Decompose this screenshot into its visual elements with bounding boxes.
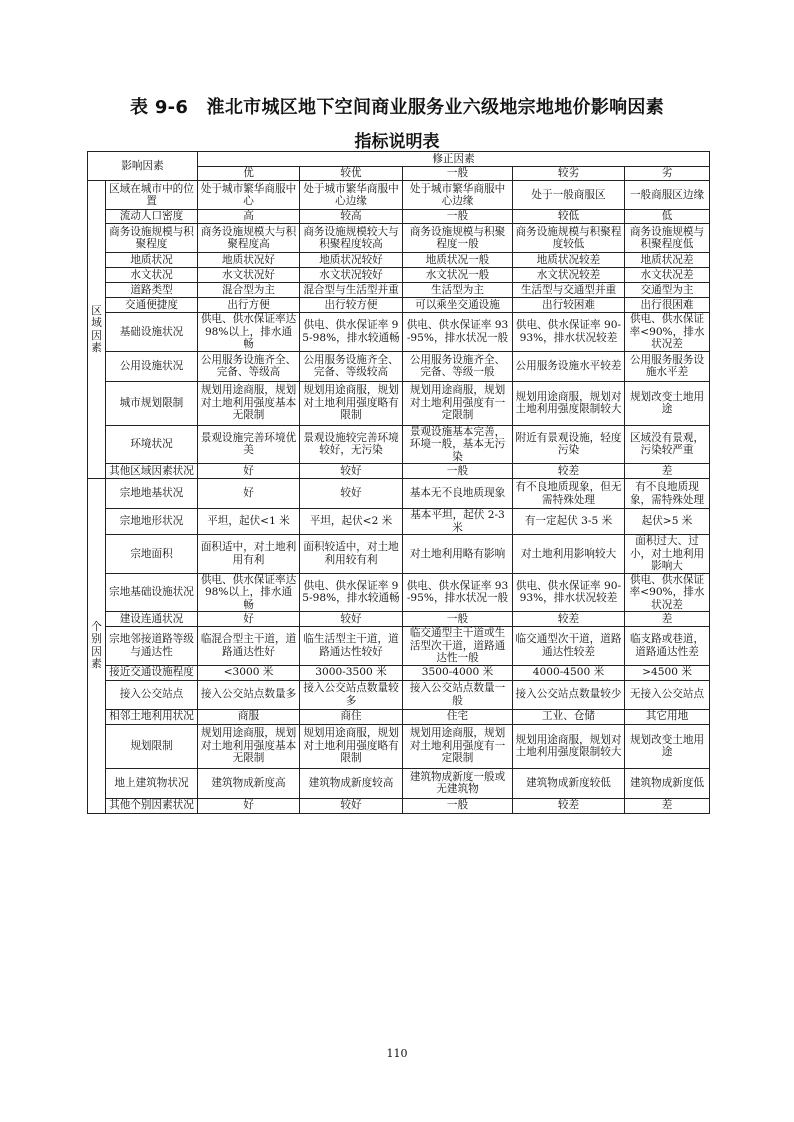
level-cell: 商住	[300, 709, 403, 724]
factor-name: 区域在城市中的位置	[106, 181, 198, 210]
table-title: 表 9-6 淮北市城区地下空间商业服务业六级地宗地地价影响因素	[129, 97, 665, 118]
level-cell: 有不良地质现象，需特殊处理	[625, 479, 710, 509]
level-cell: 建筑物成新度高	[198, 768, 300, 798]
level-cell: 供电、供水保证率 95-98%，排水较通畅	[300, 573, 403, 612]
level-cell: 规划改变土地用途	[625, 724, 710, 768]
level-cell: 规划用途商服，规划对土地利用强度有一定限制	[403, 724, 513, 768]
header-factor: 影响因素	[88, 152, 198, 181]
level-cell: 出行较方便	[300, 298, 403, 313]
level-cell: 公用服务设施齐全、完备、等级一般	[403, 351, 513, 381]
level-cell: 供电、供水保证率 90-93%，排水状况较差	[513, 313, 625, 352]
level-cell: 供电、供水保证率<90%，排水状况差	[625, 573, 710, 612]
level-cell: 临混合型主干道，道路通达性好	[198, 627, 300, 666]
table-row	[88, 768, 710, 798]
level-cell: 地质状况较差	[513, 253, 625, 268]
level-cell: 差	[625, 464, 710, 479]
level-cell: 无接入公交站点	[625, 680, 710, 709]
level-cell: 处于城市繁华商服中心边缘	[300, 181, 403, 210]
level-cell: 面积过大、过小，对土地利用影响大	[625, 535, 710, 574]
factor-name: 宗地地基状况	[106, 479, 198, 509]
table-row	[88, 464, 710, 479]
table-row	[88, 709, 710, 724]
level-cell: 一般商服区边缘	[625, 181, 710, 210]
table-row	[88, 313, 710, 352]
level-cell: 商务设施规模较大与积聚程度较高	[300, 224, 403, 253]
level-cell: 规划用途商服，规划对土地利用强度基本无限制	[198, 724, 300, 768]
level-cell: 景观设施完善环境优美	[198, 425, 300, 464]
level-cell: 交通型为主	[625, 283, 710, 298]
level-cell: 接入公交站点数量较少	[513, 680, 625, 709]
factor-name: 宗地基础设施状况	[106, 573, 198, 612]
table-row	[88, 798, 710, 813]
level-cell: 差	[625, 612, 710, 627]
level-cell: 建筑物成新度较低	[513, 768, 625, 798]
factor-name: 地质状况	[106, 253, 198, 268]
level-cell: 混合型与生活型并重	[300, 283, 403, 298]
level-cell: 好	[198, 479, 300, 509]
level-cell: 临支路或巷道，道路通达性差	[625, 627, 710, 666]
level-cell: 接入公交站点数量多	[198, 680, 300, 709]
level-cell: 对土地利用略有影响	[403, 535, 513, 574]
level-cell: 平坦，起伏<2 米	[300, 509, 403, 535]
table-row	[88, 381, 710, 425]
level-cell: 一般	[403, 210, 513, 224]
level-cell: 商务设施规模与积聚程度低	[625, 224, 710, 253]
factor-name: 基础设施状况	[106, 313, 198, 352]
level-cell: 好	[198, 464, 300, 479]
level-cell: 供电、供水保证率达98%以上，排水通畅	[198, 313, 300, 352]
table-row	[88, 351, 710, 381]
table-row	[88, 724, 710, 768]
level-cell: 面积适中，对土地利用有利	[198, 535, 300, 574]
level-cell: 水文状况差	[625, 268, 710, 283]
header-correction: 修正因素	[198, 152, 710, 167]
level-cell: 较低	[513, 210, 625, 224]
level-cell: 水文状况较差	[513, 268, 625, 283]
level-cell: 公用服务设施齐全、完备、等级较高	[300, 351, 403, 381]
level-cell: 规划用途商服，规划对土地利用强度有一定限制	[403, 381, 513, 425]
level-cell: 地质状况好	[198, 253, 300, 268]
level-cell: 规划改变土地用途	[625, 381, 710, 425]
level-cell: 低	[625, 210, 710, 224]
level-cell: 地质状况较好	[300, 253, 403, 268]
level-cell: 建筑物成新度低	[625, 768, 710, 798]
level-cell: 接入公交站点数量一般	[403, 680, 513, 709]
level-cell: 3000-3500 米	[300, 665, 403, 680]
factor-name: 商务设施规模与积聚程度	[106, 224, 198, 253]
table-row	[88, 680, 710, 709]
table-row	[88, 253, 710, 268]
factor-name: 流动人口密度	[106, 210, 198, 224]
level-cell: 地质状况一般	[403, 253, 513, 268]
level-cell: 其它用地	[625, 709, 710, 724]
factor-name: 相邻土地利用状况	[106, 709, 198, 724]
level-cell: 差	[625, 798, 710, 813]
factor-table	[87, 151, 710, 814]
page-number: 110	[386, 1047, 408, 1060]
level-cell: <3000 米	[198, 665, 300, 680]
level-cell: 临交通型次干道，道路通达性较差	[513, 627, 625, 666]
level-cell: 出行很困难	[625, 298, 710, 313]
level-cell: 规划用途商服，规划对土地利用强度基本无限制	[198, 381, 300, 425]
table-row	[88, 224, 710, 253]
level-cell: 较差	[513, 612, 625, 627]
level-cell: 出行较困难	[513, 298, 625, 313]
level-cell: 有不良地质现象，但无需特殊处理	[513, 479, 625, 509]
factor-name: 宗地地形状况	[106, 509, 198, 535]
level-cell: 生活型为主	[403, 283, 513, 298]
level-cell: 有一定起伏 3-5 米	[513, 509, 625, 535]
level-cell: 高	[198, 210, 300, 224]
level-cell: 水文状况一般	[403, 268, 513, 283]
factor-name: 地上建筑物状况	[106, 768, 198, 798]
level-cell: 供电、供水保证率<90%，排水状况差	[625, 313, 710, 352]
level-cell: 规划用途商服，规划对土地利用强度限制较大	[513, 381, 625, 425]
level-cell: 处于城市繁华商服中心边缘	[403, 181, 513, 210]
factor-name: 宗地面积	[106, 535, 198, 574]
level-cell: >4500 米	[625, 665, 710, 680]
level-cell: 较差	[513, 464, 625, 479]
factor-name: 规划限制	[106, 724, 198, 768]
level-cell: 商服	[198, 709, 300, 724]
level-cell: 工业、仓储	[513, 709, 625, 724]
level-cell: 供电、供水保证率 93-95%，排水状况一般	[403, 313, 513, 352]
level-cell: 一般	[403, 798, 513, 813]
factor-name: 城市规划限制	[106, 381, 198, 425]
level-cell: 建筑物成新度较高	[300, 768, 403, 798]
level-cell: 面积较适中，对土地利用较有利	[300, 535, 403, 574]
table-row	[88, 181, 710, 210]
level-cell: 临交通型主干道或生活型次干道，道路通达性一般	[403, 627, 513, 666]
factor-name: 环境状况	[106, 425, 198, 464]
factor-name: 接入公交站点	[106, 680, 198, 709]
factor-name: 道路类型	[106, 283, 198, 298]
level-cell: 生活型与交通型并重	[513, 283, 625, 298]
factor-name: 水文状况	[106, 268, 198, 283]
level-cell: 平坦，起伏<1 米	[198, 509, 300, 535]
level-cell: 规划用途商服，规划对土地利用强度限制较大	[513, 724, 625, 768]
header-level: 优	[198, 167, 300, 181]
level-cell: 基本平坦，起伏 2-3 米	[403, 509, 513, 535]
level-cell: 供电、供水保证率 95-98%，排水较通畅	[300, 313, 403, 352]
level-cell: 区域没有景观，污染较严重	[625, 425, 710, 464]
level-cell: 较高	[300, 210, 403, 224]
level-cell: 供电、供水保证率 90-93%，排水状况较差	[513, 573, 625, 612]
level-cell: 较好	[300, 479, 403, 509]
factor-name: 宗地邻接道路等级与通达性	[106, 627, 198, 666]
factor-name: 建设连通状况	[106, 612, 198, 627]
header-level: 较劣	[513, 167, 625, 181]
level-cell: 住宅	[403, 709, 513, 724]
table-row	[88, 535, 710, 574]
level-cell: 景观设施基本完善，环境一般，基本无污染	[403, 425, 513, 464]
level-cell: 较好	[300, 798, 403, 813]
level-cell: 3500-4000 米	[403, 665, 513, 680]
table-row	[88, 665, 710, 680]
factor-name: 其他个别因素状况	[106, 798, 198, 813]
level-cell: 临生活型主干道，道路通达性较好	[300, 627, 403, 666]
level-cell: 较好	[300, 464, 403, 479]
level-cell: 商务设施规模与积聚程度一般	[403, 224, 513, 253]
header-level: 较优	[300, 167, 403, 181]
level-cell: 4000-4500 米	[513, 665, 625, 680]
factor-name: 公用设施状况	[106, 351, 198, 381]
level-cell: 好	[198, 798, 300, 813]
table-row	[88, 425, 710, 464]
table-row	[88, 283, 710, 298]
level-cell: 供电、供水保证率 93-95%，排水状况一般	[403, 573, 513, 612]
table-row	[88, 627, 710, 666]
table-row	[88, 479, 710, 509]
level-cell: 处于城市繁华商服中心	[198, 181, 300, 210]
level-cell: 可以乘坐交通设施	[403, 298, 513, 313]
level-cell: 附近有景观设施，轻度污染	[513, 425, 625, 464]
level-cell: 规划用途商服，规划对土地利用强度略有限制	[300, 381, 403, 425]
level-cell: 规划用途商服，规划对土地利用强度略有限制	[300, 724, 403, 768]
table-subtitle: 指标说明表	[354, 132, 440, 152]
level-cell: 起伏>5 米	[625, 509, 710, 535]
level-cell: 供电、供水保证率达98%以上，排水通畅	[198, 573, 300, 612]
header-level: 劣	[625, 167, 710, 181]
level-cell: 商务设施规模与积聚程度较低	[513, 224, 625, 253]
level-cell: 建筑物成新度一般或无建筑物	[403, 768, 513, 798]
table-row	[88, 573, 710, 612]
level-cell: 公用服务设施水平较差	[513, 351, 625, 381]
factor-name: 交通便捷度	[106, 298, 198, 313]
level-cell: 接入公交站点数量较多	[300, 680, 403, 709]
factor-name: 接近交通设施程度	[106, 665, 198, 680]
factor-group-label: 个 别 因 素	[88, 479, 106, 814]
level-cell: 好	[198, 612, 300, 627]
factor-group-label: 区 域 因 素	[88, 181, 106, 479]
level-cell: 公用服务服务设施水平差	[625, 351, 710, 381]
table-row	[88, 210, 710, 224]
level-cell: 对土地利用影响较大	[513, 535, 625, 574]
level-cell: 较差	[513, 798, 625, 813]
factor-name: 其他区域因素状况	[106, 464, 198, 479]
level-cell: 商务设施规模大与积聚程度高	[198, 224, 300, 253]
table-row	[88, 268, 710, 283]
level-cell: 一般	[403, 612, 513, 627]
level-cell: 混合型为主	[198, 283, 300, 298]
level-cell: 水文状况较好	[300, 268, 403, 283]
level-cell: 水文状况好	[198, 268, 300, 283]
level-cell: 景观设施较完善环境较好，无污染	[300, 425, 403, 464]
header-level: 一般	[403, 167, 513, 181]
table-row	[88, 612, 710, 627]
level-cell: 处于一般商服区	[513, 181, 625, 210]
level-cell: 公用服务设施齐全、完备、等级高	[198, 351, 300, 381]
table-row	[88, 298, 710, 313]
level-cell: 基本无不良地质现象	[403, 479, 513, 509]
level-cell: 地质状况差	[625, 253, 710, 268]
table-row	[88, 509, 710, 535]
level-cell: 一般	[403, 464, 513, 479]
level-cell: 较好	[300, 612, 403, 627]
level-cell: 出行方便	[198, 298, 300, 313]
